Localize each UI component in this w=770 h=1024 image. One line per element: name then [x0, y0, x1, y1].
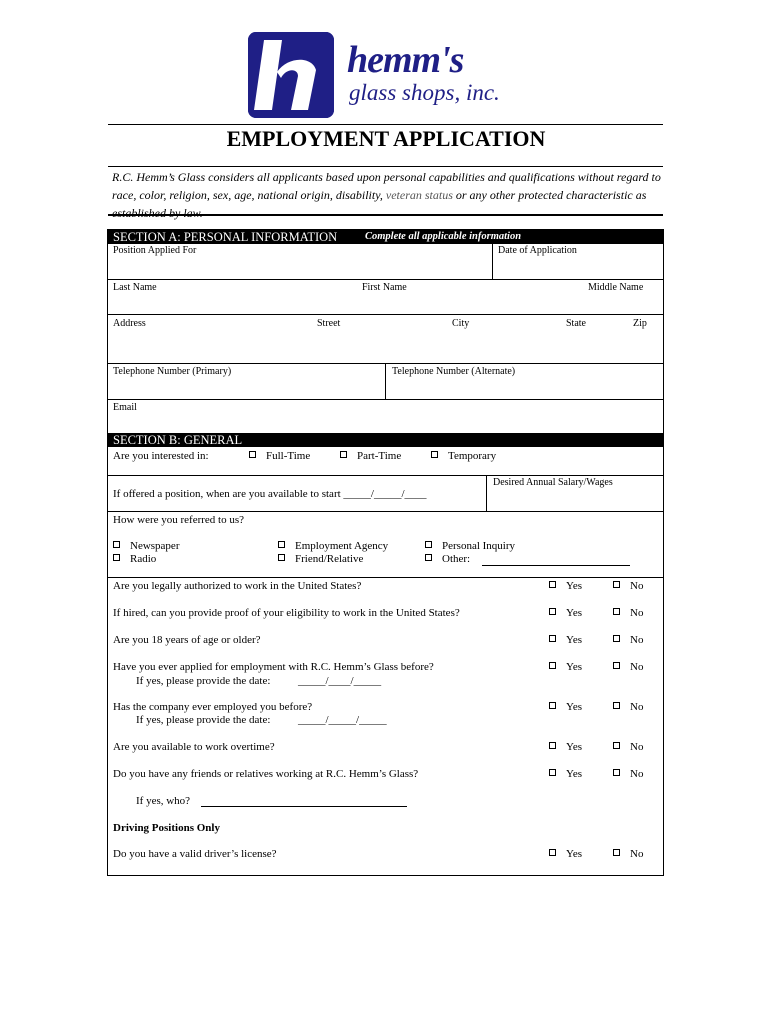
- option-label: Other:: [442, 553, 471, 565]
- yes-option[interactable]: [549, 701, 582, 713]
- no-option[interactable]: [613, 607, 643, 619]
- option-temporary[interactable]: [431, 450, 496, 462]
- option-label: Personal Inquiry: [442, 540, 516, 552]
- no-option[interactable]: [613, 634, 643, 646]
- section-b-header: [107, 433, 663, 447]
- checkbox[interactable]: [613, 608, 620, 615]
- divider: [107, 475, 663, 476]
- option-label: No: [630, 741, 644, 753]
- no-option[interactable]: [613, 580, 643, 592]
- divider: [107, 511, 663, 512]
- option-label: Yes: [566, 741, 583, 753]
- label-first-name: First Name: [362, 282, 407, 293]
- logo-sub-text: glass shops, inc.: [349, 80, 500, 105]
- checkbox[interactable]: [549, 608, 556, 615]
- yes-option[interactable]: [549, 768, 582, 780]
- checkbox[interactable]: [113, 541, 120, 548]
- position-applied-field[interactable]: [112, 258, 492, 278]
- option-label: Full-Time: [266, 450, 311, 462]
- option-label: Yes: [566, 661, 583, 673]
- divider: [107, 279, 663, 280]
- divider: [107, 399, 663, 400]
- option-label: Yes: [566, 848, 583, 860]
- referral-other[interactable]: [425, 553, 470, 565]
- option-label: No: [630, 848, 644, 860]
- name-field[interactable]: [112, 296, 660, 314]
- referral-newspaper[interactable]: [113, 540, 179, 552]
- checkbox[interactable]: [549, 581, 556, 588]
- checkbox[interactable]: [549, 662, 556, 669]
- no-option[interactable]: [613, 661, 643, 673]
- option-label: Newspaper: [130, 540, 180, 552]
- label-state: State: [566, 318, 586, 329]
- checkbox[interactable]: [549, 769, 556, 776]
- label-last-name: Last Name: [113, 282, 157, 293]
- option-label: No: [630, 634, 644, 646]
- yes-option[interactable]: [549, 580, 582, 592]
- checkbox[interactable]: [549, 702, 556, 709]
- checkbox[interactable]: [425, 541, 432, 548]
- option-label: No: [630, 768, 644, 780]
- option-label: No: [630, 607, 644, 619]
- section-a-title: SECTION A: PERSONAL INFORMATION: [113, 230, 338, 244]
- question-drivers-license: Do you have a valid driver’s license?: [113, 848, 277, 860]
- label-city: City: [452, 318, 470, 329]
- driving-positions-heading: Driving Positions Only: [113, 822, 220, 834]
- yes-option[interactable]: [549, 741, 582, 753]
- label-desired-salary: Desired Annual Salary/Wages: [493, 477, 613, 488]
- checkbox[interactable]: [549, 635, 556, 642]
- label-middle-name: Middle Name: [588, 282, 644, 293]
- address-field[interactable]: [112, 332, 660, 362]
- checkbox[interactable]: [431, 451, 438, 458]
- question-overtime: Are you available to work overtime?: [113, 741, 275, 753]
- checkbox[interactable]: [249, 451, 256, 458]
- title-top-rule: [108, 124, 663, 125]
- divider: [492, 244, 493, 279]
- option-label: Temporary: [448, 450, 497, 462]
- no-option[interactable]: [613, 701, 643, 713]
- divider: [486, 476, 487, 511]
- divider: [107, 314, 663, 315]
- employed-before-date-field[interactable]: _____/_____/_____: [298, 714, 387, 726]
- if-yes-who-field[interactable]: [201, 806, 407, 807]
- applied-before-date-field[interactable]: _____/____/_____: [298, 675, 382, 687]
- no-option[interactable]: [613, 768, 643, 780]
- label-phone-primary: Telephone Number (Primary): [113, 366, 232, 377]
- option-part-time[interactable]: [340, 450, 401, 462]
- available-start-question[interactable]: If offered a position, when are you available to start _____/_____/____: [113, 488, 427, 500]
- title-bottom-rule: [108, 166, 663, 167]
- question-employed-before: Has the company ever employed you before?: [113, 701, 313, 713]
- checkbox[interactable]: [425, 554, 432, 561]
- label-date-of-application: Date of Application: [498, 245, 577, 256]
- checkbox[interactable]: [549, 849, 556, 856]
- checkbox[interactable]: [340, 451, 347, 458]
- eeo-text-2: or any other protected characteristic as established by law.: [112, 188, 647, 220]
- employed-before-date-prompt: If yes, please provide the date:: [136, 714, 271, 726]
- option-label: No: [630, 661, 644, 673]
- referral-employment-agency[interactable]: [278, 540, 388, 552]
- checkbox[interactable]: [613, 702, 620, 709]
- intro-bottom-rule: [108, 214, 663, 216]
- phone-primary-field[interactable]: [112, 380, 382, 398]
- section-a-header: [107, 230, 663, 244]
- referral-personal-inquiry[interactable]: [425, 540, 515, 552]
- option-label: No: [630, 580, 644, 592]
- applied-before-date-prompt: If yes, please provide the date:: [136, 675, 271, 687]
- divider: [107, 577, 663, 578]
- option-label: Yes: [566, 768, 583, 780]
- checkbox[interactable]: [613, 662, 620, 669]
- referral-radio[interactable]: [113, 553, 156, 565]
- option-label: Friend/Relative: [295, 553, 364, 565]
- referred-question: How were you referred to us?: [113, 514, 245, 526]
- yes-option[interactable]: [549, 661, 582, 673]
- date-of-application-field[interactable]: [497, 258, 657, 278]
- question-work-authorization: Are you legally authorized to work in the United States?: [113, 580, 362, 592]
- checkbox[interactable]: [278, 554, 285, 561]
- checkbox[interactable]: [113, 554, 120, 561]
- company-logo: [248, 32, 334, 118]
- referral-other-field[interactable]: [482, 565, 630, 566]
- option-label: Yes: [566, 607, 583, 619]
- section-b-title: SECTION B: GENERAL: [113, 433, 243, 447]
- yes-option[interactable]: [549, 848, 582, 860]
- option-label: Employment Agency: [295, 540, 389, 552]
- no-option[interactable]: [613, 848, 643, 860]
- checkbox[interactable]: [613, 635, 620, 642]
- checkbox[interactable]: [278, 541, 285, 548]
- desired-salary-field[interactable]: [490, 490, 660, 510]
- eeo-text-emphasis: veteran status: [385, 188, 453, 202]
- label-street: Street: [317, 318, 341, 329]
- yes-option[interactable]: [549, 634, 582, 646]
- question-eligibility-proof: If hired, can you provide proof of your eligibility to work in the United States?: [113, 607, 460, 619]
- option-label: Yes: [566, 701, 583, 713]
- page-title: EMPLOYMENT APPLICATION: [226, 126, 546, 151]
- option-label: Radio: [130, 553, 157, 565]
- checkbox[interactable]: [549, 742, 556, 749]
- label-phone-alternate: Telephone Number (Alternate): [392, 366, 516, 377]
- section-a-note: Complete all applicable information: [365, 231, 522, 242]
- label-email: Email: [113, 402, 137, 413]
- label-zip: Zip: [633, 318, 647, 329]
- phone-alternate-field[interactable]: [390, 380, 660, 398]
- checkbox[interactable]: [613, 581, 620, 588]
- logo-brand-text: hemm's: [347, 39, 464, 81]
- eeo-text-1: R.C. Hemm’s Glass considers all applicants based upon personal capabilities and qualifications without regard to race, color, religion, sex, age, national origin, disability,: [112, 170, 661, 202]
- checkbox[interactable]: [613, 742, 620, 749]
- option-full-time[interactable]: [249, 450, 310, 462]
- checkbox[interactable]: [613, 849, 620, 856]
- option-label: Part-Time: [357, 450, 402, 462]
- logo-h-mark: [248, 32, 334, 118]
- question-applied-before: Have you ever applied for employment with R.C. Hemm’s Glass before?: [113, 661, 434, 673]
- if-yes-who-prompt: If yes, who?: [136, 795, 191, 807]
- interested-question: Are you interested in:: [113, 450, 209, 462]
- option-label: Yes: [566, 634, 583, 646]
- label-address: Address: [113, 318, 146, 329]
- referral-friend-relative[interactable]: [278, 553, 363, 565]
- label-position-applied: Position Applied For: [113, 245, 197, 256]
- yes-option[interactable]: [549, 607, 582, 619]
- checkbox[interactable]: [613, 769, 620, 776]
- option-label: Yes: [566, 580, 583, 592]
- question-friends-relatives: Do you have any friends or relatives working at R.C. Hemm’s Glass?: [113, 768, 419, 780]
- option-label: No: [630, 701, 644, 713]
- no-option[interactable]: [613, 741, 643, 753]
- divider: [385, 364, 386, 399]
- email-field[interactable]: [112, 414, 660, 432]
- question-age-18: Are you 18 years of age or older?: [113, 634, 261, 646]
